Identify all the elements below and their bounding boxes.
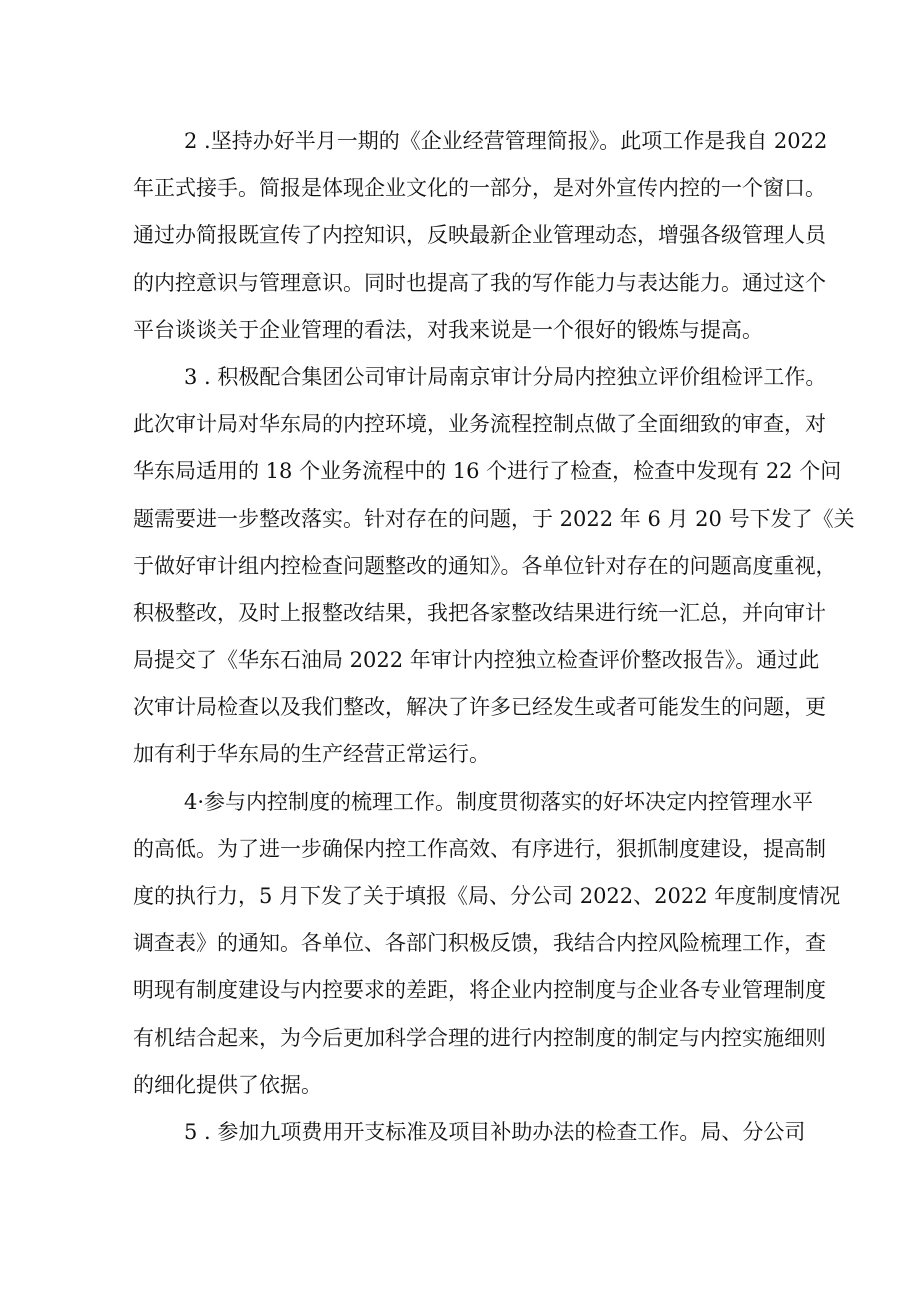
text-line: 2 .坚持办好半月一期的《企业经营管理简报》。此项工作是我自 2022: [184, 129, 828, 153]
paragraph-newsletter: [133, 118, 828, 354]
paragraph-audit: [133, 354, 855, 779]
text-line: 的细化提供了依据。: [133, 1072, 322, 1097]
text-line: 此次审计局对华东局的内控环境，业务流程控制点做了全面细致的审查，对: [133, 412, 826, 437]
text-line: 的高低。为了进一步确保内控工作高效、有序进行，狠抓制度建设，提高制: [133, 836, 826, 861]
paragraph-system-review: [133, 779, 841, 1109]
text-line: 年正式接手。简报是体现企业文化的一部分，是对外宣传内控的一个窗口。: [133, 176, 826, 201]
text-line: 华东局适用的 18 个业务流程中的 16 个进行了检查，检查中发现有 22 个问: [133, 459, 842, 484]
text-line: 明现有制度建设与内控要求的差距，将企业内控制度与企业各专业管理制度: [133, 978, 826, 1003]
text-line: 5 . 参加九项费用开支标准及项目补助办法的检查工作。局、分公司: [184, 1119, 806, 1144]
text-line: 有机结合起来，为今后更加科学合理的进行内控制度的制定与内控实施细则: [133, 1025, 826, 1050]
paragraph-expense-check: [133, 1109, 806, 1156]
text-line: 调查表》的通知。各单位、各部门积极反馈，我结合内控风险梳理工作，查: [133, 931, 826, 956]
text-line: 题需要进一步整改落实。针对存在的问题，于 2022 年 6 月 20 号下发了《关: [133, 506, 855, 531]
text-line: 积极整改，及时上报整改结果，我把各家整改结果进行统一汇总，并向审计: [133, 600, 826, 625]
text-line: 度的执行力，5 月下发了关于填报《局、分公司 2022、2022 年度制度情况: [133, 884, 841, 908]
text-line: 4·参与内控制度的梳理工作。制度贯彻落实的好坏决定内控管理水平: [184, 789, 814, 814]
text-line: 加有利于华东局的生产经营正常运行。: [133, 742, 490, 767]
text-line: 局提交了《华东石油局 2022 年审计内控独立检查评价整改报告》。通过此: [133, 648, 820, 673]
text-line: 平台谈谈关于企业管理的看法，对我来说是一个很好的锻炼与提高。: [133, 317, 763, 342]
text-line: 通过办简报既宣传了内控知识，反映最新企业管理动态，增强各级管理人员: [133, 223, 826, 248]
text-line: 3 . 积极配合集团公司审计局南京审计分局内控独立评价组检评工作。: [184, 364, 827, 389]
text-line: 次审计局检查以及我们整改，解决了许多已经发生或者可能发生的问题，更: [133, 695, 826, 720]
text-line: 于做好审计组内控检查问题整改的通知》。各单位针对存在的问题高度重视，: [133, 553, 837, 578]
text-line: 的内控意识与管理意识。同时也提高了我的写作能力与表达能力。通过这个: [133, 270, 826, 295]
document-body: [133, 118, 855, 1156]
